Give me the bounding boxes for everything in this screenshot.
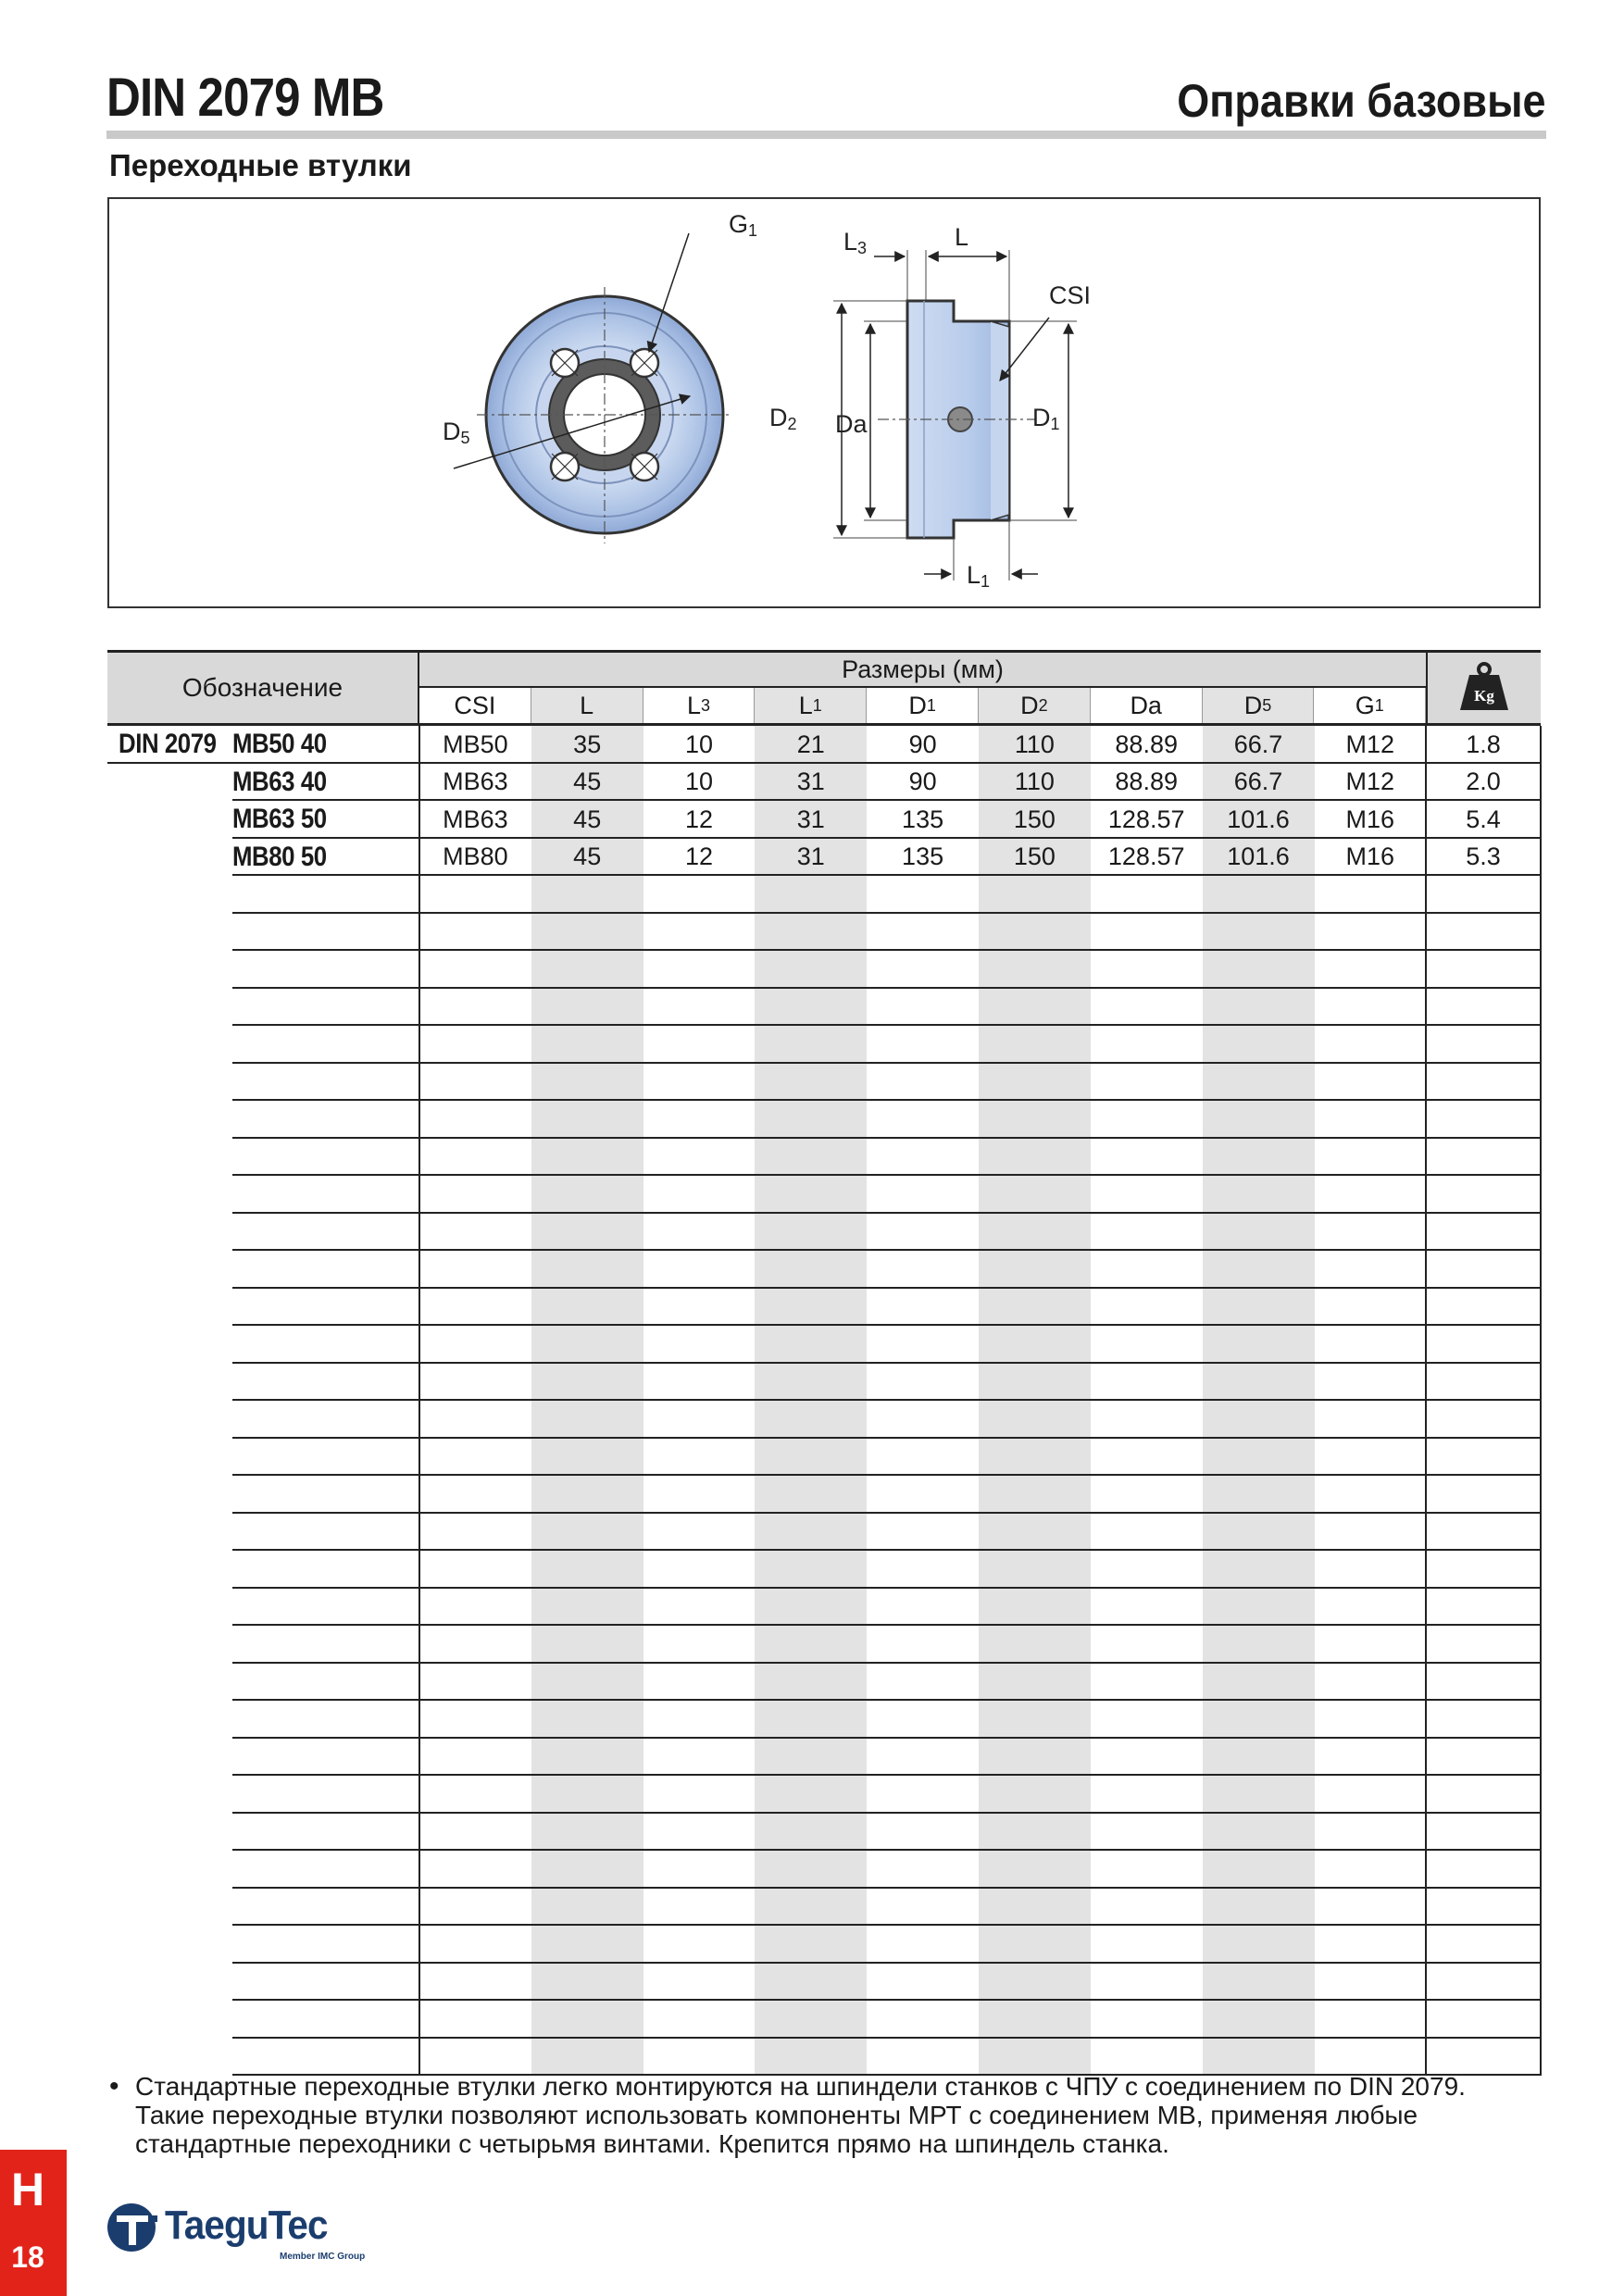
table-row: [232, 1176, 1541, 1214]
note-line-2: Такие переходные втулки позволяют использовать компоненты МРТ с соединением MB, применяя любые: [135, 2101, 1418, 2129]
table-row: [232, 914, 1541, 952]
column-header: [755, 688, 867, 723]
table-row: [232, 1814, 1541, 1852]
table-row: [232, 1551, 1541, 1589]
cell-d2: 110: [1014, 730, 1055, 758]
column-header-name: D: [1020, 691, 1039, 719]
table-row: [232, 2001, 1541, 2039]
table-row: [232, 1139, 1541, 1177]
table-row: [232, 1664, 1541, 1702]
table-row: [232, 1101, 1541, 1139]
label-g1: G1: [729, 210, 758, 240]
page-number: 18: [11, 2240, 44, 2274]
label-csi: CSI: [1049, 281, 1092, 309]
designation-cell: MB80 50: [232, 841, 327, 872]
front-view: [443, 210, 757, 543]
table-row: [232, 1964, 1541, 2002]
table-row: [232, 951, 1541, 989]
series-prefix: DIN 2079: [119, 729, 217, 759]
cell-weight: 5.4: [1466, 805, 1501, 833]
label-l: L: [955, 223, 969, 251]
table-row: [232, 1626, 1541, 1664]
kg-weight-icon: [1456, 662, 1512, 714]
cell-d2: 150: [1013, 805, 1056, 833]
table-row: [232, 839, 1541, 877]
column-header-name: L: [686, 691, 701, 719]
table-row: [232, 1214, 1541, 1252]
cell-d5: 66.7: [1233, 730, 1283, 758]
cell-da: 128.57: [1107, 842, 1185, 870]
cell-d2: 150: [1013, 842, 1056, 870]
column-header-subscript: 1: [1374, 695, 1384, 715]
cell-d2: 110: [1014, 767, 1055, 795]
table-row: [232, 1739, 1541, 1777]
brand-subtitle: Member IMC Group: [280, 2252, 366, 2262]
column-header-name: L: [580, 691, 594, 719]
cell-l1: 31: [796, 842, 825, 870]
table-row: [232, 801, 1541, 839]
table-row: [232, 1701, 1541, 1739]
section-tab: [0, 2150, 67, 2296]
cell-l3: 12: [684, 805, 714, 833]
column-header: [1091, 688, 1203, 723]
column-header: [1203, 688, 1315, 723]
designation-cell: MB50 40: [232, 729, 327, 759]
column-header-name: G: [1355, 691, 1375, 719]
table-row: [232, 1776, 1541, 1814]
cell-weight: 2.0: [1466, 767, 1501, 795]
cell-l: 45: [573, 842, 602, 870]
table-row: [232, 989, 1541, 1027]
cell-g1: M12: [1345, 730, 1395, 758]
cell-d5: 66.7: [1233, 767, 1283, 795]
cell-l1: 21: [796, 730, 825, 758]
cell-g1: M16: [1345, 805, 1395, 833]
table-row: [232, 764, 1541, 802]
column-header-subscript: 5: [1262, 695, 1272, 715]
cell-weight: 5.3: [1466, 842, 1501, 870]
table-row: [232, 1589, 1541, 1627]
adapter-sleeve-drawing: [109, 199, 1543, 610]
cell-weight: 1.8: [1466, 730, 1501, 758]
column-header-name: D: [1243, 691, 1263, 719]
table-row: [232, 1851, 1541, 1889]
cell-l1: 31: [796, 767, 825, 795]
cell-l: 45: [573, 767, 602, 795]
table-row: [232, 1476, 1541, 1514]
weight-header: [1426, 653, 1541, 723]
cell-l: 35: [573, 730, 602, 758]
section-title: Оправки базовые: [1177, 75, 1546, 127]
label-d1: D1: [1032, 404, 1060, 433]
cell-l: 45: [573, 805, 602, 833]
column-header: [419, 688, 531, 723]
table-row: [232, 1326, 1541, 1364]
dimensions-table: [107, 650, 1541, 2076]
technical-drawing: [107, 197, 1541, 608]
column-header: [1314, 688, 1426, 723]
brand-name: TaeguTec: [165, 2202, 328, 2248]
cell-csi: MB80: [443, 842, 508, 870]
column-header: [979, 688, 1091, 723]
cell-d1: 90: [908, 767, 937, 795]
weight-label: Kg: [1474, 687, 1494, 705]
column-header: [643, 688, 756, 723]
designation-header: Обозначение: [107, 653, 419, 723]
table-row: [232, 1364, 1541, 1402]
page-title: DIN 2079 MB: [106, 68, 384, 128]
table-row: [232, 1514, 1541, 1552]
note-line-1: Стандартные переходные втулки легко монтируются на шпиндели станков с ЧПУ с соединением по DIN 2079.: [135, 2072, 1466, 2101]
table-body: [107, 726, 1541, 2076]
table-row: [107, 726, 1541, 764]
label-d2: D2: [769, 404, 797, 433]
designation-cell: MB63 40: [232, 766, 327, 797]
cell-d1: 135: [902, 805, 944, 833]
label-da: Da: [835, 410, 868, 438]
column-header-subscript: 1: [812, 695, 822, 715]
table-row: [232, 1026, 1541, 1064]
label-d5: D5: [443, 418, 470, 447]
table-row: [232, 1401, 1541, 1439]
column-header-subscript: 1: [926, 695, 936, 715]
column-header-name: CSI: [454, 691, 496, 719]
cell-csi: MB50: [443, 730, 508, 758]
cell-da: 128.57: [1107, 805, 1185, 833]
cell-csi: MB63: [443, 805, 508, 833]
cell-csi: MB63: [443, 767, 508, 795]
taegutec-logo-icon: [106, 2202, 161, 2253]
header-divider: [106, 131, 1546, 139]
column-header: [531, 688, 643, 723]
designation-cell: MB63 50: [232, 804, 327, 834]
dimensions-header: Размеры (мм): [419, 653, 1426, 688]
cell-da: 88.89: [1115, 730, 1178, 758]
cell-da: 88.89: [1115, 767, 1178, 795]
table-row: [232, 1889, 1541, 1927]
column-header-subscript: 2: [1038, 695, 1048, 715]
footnote: [109, 2072, 1517, 2158]
column-header-name: L: [798, 691, 813, 719]
table-header: [107, 650, 1541, 726]
note-line-3: стандартные переходники с четырьмя винтами. Крепится прямо на шпиндель станка.: [135, 2129, 1169, 2158]
column-header: [867, 688, 979, 723]
label-l1: L1: [967, 561, 991, 591]
side-view: [769, 223, 1091, 591]
cell-l3: 10: [684, 730, 714, 758]
table-row: [232, 1251, 1541, 1289]
table-row: [232, 876, 1541, 914]
column-header-subscript: 3: [701, 695, 711, 715]
cell-l1: 31: [796, 805, 825, 833]
bullet: •: [109, 2071, 119, 2102]
cell-l3: 10: [684, 767, 714, 795]
table-row: [232, 2039, 1541, 2077]
table-row: [232, 1439, 1541, 1477]
table-row: [232, 1289, 1541, 1327]
page-subtitle: Переходные втулки: [109, 148, 412, 182]
cell-l3: 12: [684, 842, 714, 870]
column-header-name: Da: [1130, 691, 1162, 719]
cell-g1: M12: [1345, 767, 1395, 795]
column-header-name: D: [908, 691, 927, 719]
cell-d5: 101.6: [1227, 805, 1290, 833]
label-l3: L3: [843, 228, 868, 257]
cell-d1: 90: [908, 730, 937, 758]
cell-d5: 101.6: [1227, 842, 1290, 870]
cell-g1: M16: [1345, 842, 1395, 870]
cell-d1: 135: [902, 842, 944, 870]
table-row: [232, 1926, 1541, 1964]
section-letter: H: [10, 2164, 45, 2215]
table-row: [232, 1064, 1541, 1102]
